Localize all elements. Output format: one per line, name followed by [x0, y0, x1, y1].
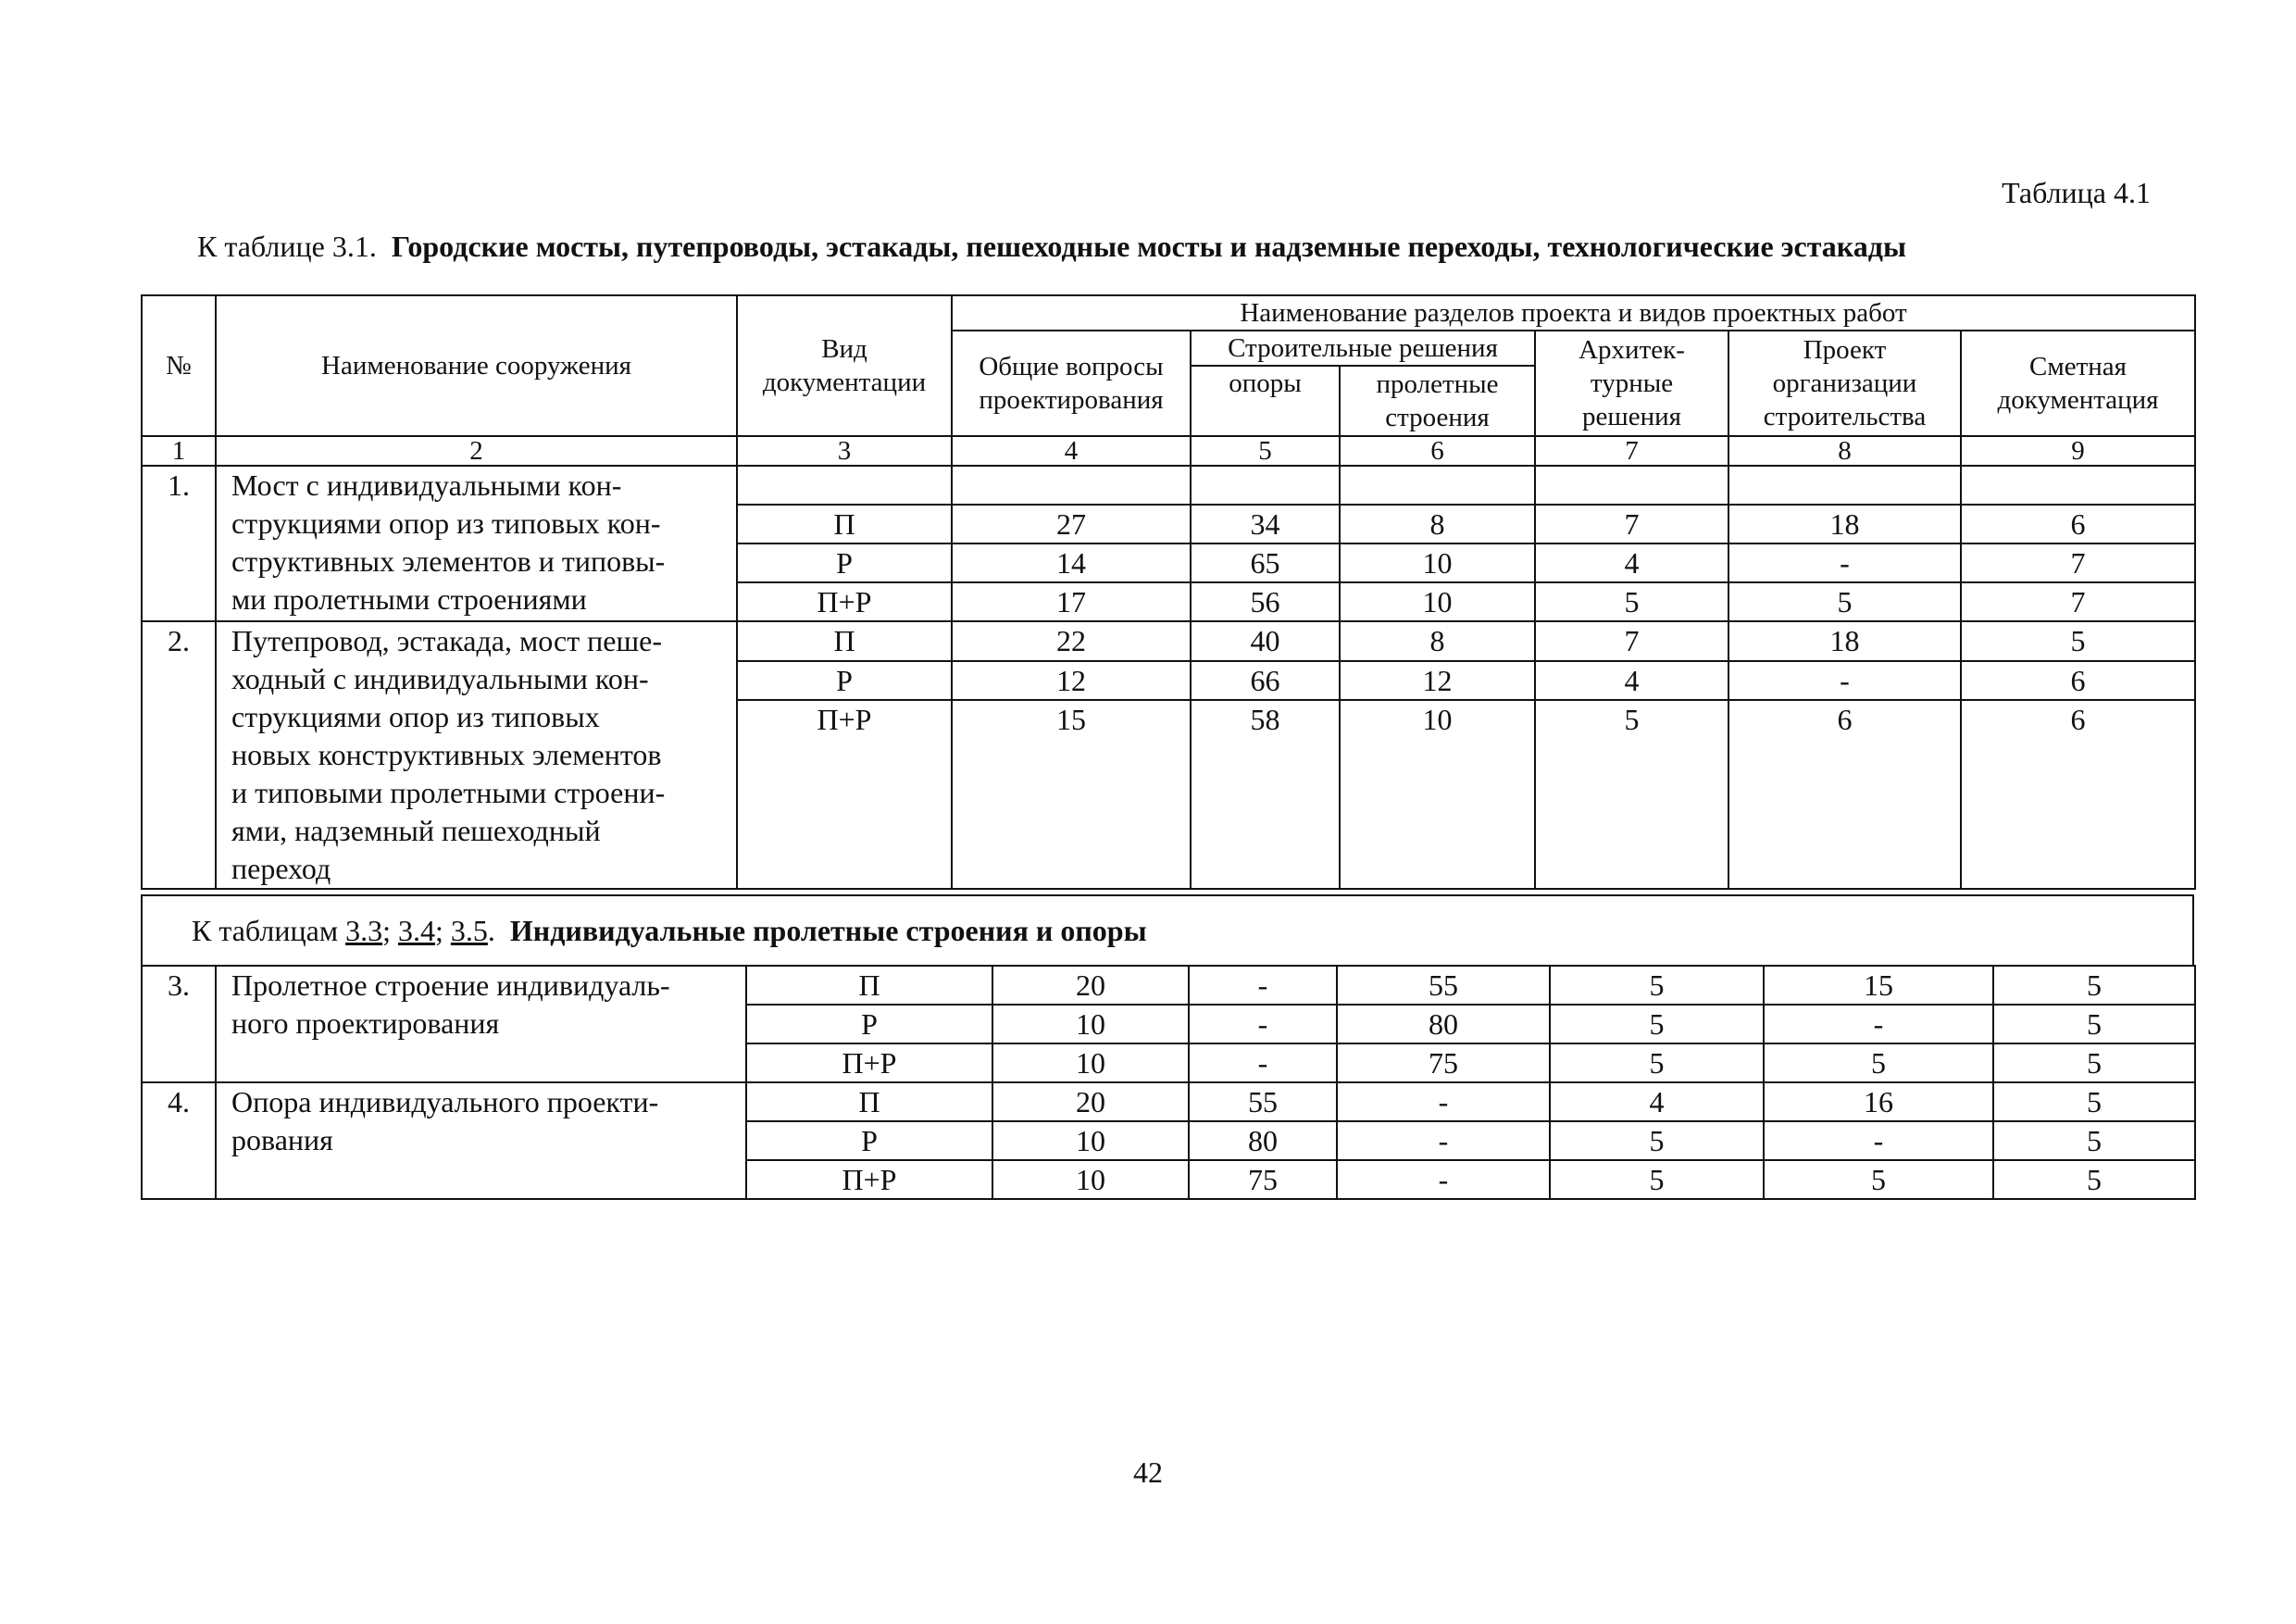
value-cell: 5	[1550, 966, 1764, 1005]
value-cell: 5	[1993, 1160, 2195, 1199]
empty-cell	[1191, 466, 1340, 505]
value-cell: 17	[952, 582, 1191, 621]
value-cell: 56	[1191, 582, 1340, 621]
value-cell: 10	[992, 1005, 1189, 1043]
doc-type-cell: П+Р	[746, 1043, 992, 1082]
value-cell: 4	[1535, 661, 1728, 701]
value-cell: 10	[992, 1121, 1189, 1160]
empty-cell	[1340, 466, 1535, 505]
table-caption	[197, 230, 1906, 264]
value-cell: 10	[992, 1160, 1189, 1199]
item-name	[216, 466, 737, 621]
value-cell: 5	[1993, 1043, 2195, 1082]
value-cell: 80	[1337, 1005, 1550, 1043]
column-number-row	[142, 436, 2195, 466]
column-number: 4	[952, 436, 1191, 466]
value-cell: 10	[1340, 700, 1535, 889]
value-cell: 75	[1189, 1160, 1337, 1199]
header-spans: пролетные строения	[1340, 366, 1535, 436]
value-cell: -	[1728, 661, 1961, 701]
ref-link-3-4[interactable]: 3.4	[397, 913, 435, 947]
separator: ;	[382, 913, 391, 947]
item-name-line: струкциями опор из типовых кон-	[231, 506, 661, 540]
header-general: Общие вопросы проектирования	[952, 331, 1191, 436]
separator: .	[487, 913, 495, 947]
item-name-line: ми пролетными строениями	[231, 582, 587, 616]
item-name-line: ями, надземный пешеходный	[231, 814, 601, 847]
value-cell: 66	[1191, 661, 1340, 701]
value-cell: -	[1764, 1005, 1993, 1043]
item-name	[216, 966, 746, 1082]
item-name-line: ходный с индивидуальными кон-	[231, 662, 649, 695]
subtable-caption	[141, 894, 2194, 965]
value-cell: 5	[1550, 1121, 1764, 1160]
item-name-line: Пролетное строение индивидуаль-	[231, 968, 670, 1002]
doc-type-cell: Р	[746, 1005, 992, 1043]
value-cell: 10	[992, 1043, 1189, 1082]
empty-cell	[1728, 466, 1961, 505]
value-cell: 22	[952, 621, 1191, 661]
value-cell: 5	[1993, 1082, 2195, 1121]
value-cell: 80	[1189, 1121, 1337, 1160]
column-number: 3	[737, 436, 952, 466]
value-cell: 65	[1191, 543, 1340, 582]
table-row	[142, 966, 2195, 1005]
value-cell: 20	[992, 1082, 1189, 1121]
doc-type-cell: П	[746, 966, 992, 1005]
doc-type-cell: П	[737, 505, 952, 543]
doc-type-cell: П+Р	[746, 1160, 992, 1199]
value-cell: -	[1189, 1005, 1337, 1043]
value-cell: 4	[1535, 543, 1728, 582]
item-number: 4.	[142, 1082, 216, 1199]
value-cell: 34	[1191, 505, 1340, 543]
column-number: 5	[1191, 436, 1340, 466]
column-number: 2	[216, 436, 737, 466]
value-cell: 18	[1728, 505, 1961, 543]
subcaption-title: Индивидуальные пролетные строения и опоры	[509, 913, 1147, 947]
main-table	[141, 294, 2196, 890]
item-name-line: струкциями опор из типовых	[231, 700, 600, 733]
value-cell: 7	[1535, 621, 1728, 661]
doc-type-cell: Р	[737, 661, 952, 701]
value-cell: -	[1337, 1082, 1550, 1121]
column-number: 9	[1961, 436, 2195, 466]
page-number: 42	[1133, 1455, 1163, 1489]
item-name-line: Мост с индивидуальными кон-	[231, 468, 622, 502]
separator: ;	[434, 913, 443, 947]
value-cell: 10	[1340, 543, 1535, 582]
value-cell: 5	[1961, 621, 2195, 661]
item-name-line: Путепровод, эстакада, мост пеше-	[231, 624, 662, 657]
value-cell: 5	[1728, 582, 1961, 621]
value-cell: 5	[1550, 1005, 1764, 1043]
value-cell: 6	[1961, 661, 2195, 701]
header-no: №	[142, 295, 216, 436]
value-cell: 6	[1961, 700, 2195, 889]
header-supports: опоры	[1191, 366, 1340, 436]
caption-prefix: К таблице 3.1.	[197, 230, 377, 263]
value-cell: 6	[1961, 505, 2195, 543]
caption-title: Городские мосты, путепроводы, эстакады, пешеходные мосты и надземные переходы, технологические эстакады	[391, 230, 1906, 263]
item-name	[216, 621, 737, 889]
value-cell: 27	[952, 505, 1191, 543]
column-number: 8	[1728, 436, 1961, 466]
secondary-table	[141, 965, 2196, 1200]
value-cell: 55	[1337, 966, 1550, 1005]
table-row	[142, 466, 2195, 505]
column-number: 7	[1535, 436, 1728, 466]
ref-link-3-5[interactable]: 3.5	[450, 913, 488, 947]
value-cell: 5	[1993, 966, 2195, 1005]
value-cell: 5	[1993, 1005, 2195, 1043]
doc-type-cell: П+Р	[737, 700, 952, 889]
value-cell: 40	[1191, 621, 1340, 661]
value-cell: 5	[1535, 582, 1728, 621]
value-cell: -	[1189, 1043, 1337, 1082]
header-doc-type: Вид документации	[737, 295, 952, 436]
value-cell: 4	[1550, 1082, 1764, 1121]
value-cell: 5	[1550, 1160, 1764, 1199]
subcaption-prefix: К таблицам	[192, 913, 339, 947]
header-name: Наименование сооружения	[216, 295, 737, 436]
header-sections: Наименование разделов проекта и видов проектных работ	[952, 295, 2195, 331]
doc-type-cell: П	[746, 1082, 992, 1121]
item-name-line: Опора индивидуального проекти-	[231, 1085, 659, 1118]
header-estimate: Сметная документация	[1961, 331, 2195, 436]
value-cell: 15	[952, 700, 1191, 889]
value-cell: 5	[1764, 1043, 1993, 1082]
value-cell: -	[1728, 543, 1961, 582]
item-name	[216, 1082, 746, 1199]
value-cell: -	[1189, 966, 1337, 1005]
item-number: 2.	[142, 621, 216, 889]
value-cell: 10	[1340, 582, 1535, 621]
doc-type-cell: Р	[737, 543, 952, 582]
value-cell: 14	[952, 543, 1191, 582]
item-number: 3.	[142, 966, 216, 1082]
value-cell: 12	[1340, 661, 1535, 701]
table-row	[142, 621, 2195, 661]
empty-cell	[952, 466, 1191, 505]
header-architectural: Архитек-турные решения	[1535, 331, 1728, 436]
item-name-line: переход	[231, 852, 331, 885]
value-cell: 15	[1764, 966, 1993, 1005]
empty-cell	[737, 466, 952, 505]
value-cell: 7	[1535, 505, 1728, 543]
value-cell: 8	[1340, 505, 1535, 543]
value-cell: 12	[952, 661, 1191, 701]
value-cell: 5	[1550, 1043, 1764, 1082]
column-number: 6	[1340, 436, 1535, 466]
value-cell: -	[1337, 1121, 1550, 1160]
value-cell: 20	[992, 966, 1189, 1005]
value-cell: 58	[1191, 700, 1340, 889]
empty-cell	[1961, 466, 2195, 505]
value-cell: 7	[1961, 543, 2195, 582]
doc-type-cell: Р	[746, 1121, 992, 1160]
value-cell: 16	[1764, 1082, 1993, 1121]
column-number: 1	[142, 436, 216, 466]
value-cell: -	[1337, 1160, 1550, 1199]
item-name-line: структивных элементов и типовы-	[231, 544, 666, 578]
doc-type-cell: П+Р	[737, 582, 952, 621]
value-cell: 5	[1993, 1121, 2195, 1160]
value-cell: -	[1764, 1121, 1993, 1160]
item-name-line: ного проектирования	[231, 1006, 500, 1040]
item-name-line: рования	[231, 1123, 333, 1156]
value-cell: 7	[1961, 582, 2195, 621]
doc-type-cell: П	[737, 621, 952, 661]
item-number: 1.	[142, 466, 216, 621]
table-label: Таблица 4.1	[2002, 176, 2151, 209]
value-cell: 5	[1764, 1160, 1993, 1199]
table-row	[142, 1082, 2195, 1121]
header-org-project: Проект организации строительства	[1728, 331, 1961, 436]
value-cell: 18	[1728, 621, 1961, 661]
item-name-line: и типовыми пролетными строени-	[231, 776, 666, 809]
value-cell: 75	[1337, 1043, 1550, 1082]
value-cell: 8	[1340, 621, 1535, 661]
header-construction: Строительные решения	[1191, 331, 1535, 366]
ref-link-3-3[interactable]: 3.3	[345, 913, 383, 947]
empty-cell	[1535, 466, 1728, 505]
value-cell: 5	[1535, 700, 1728, 889]
item-name-line: новых конструктивных элементов	[231, 738, 662, 771]
value-cell: 55	[1189, 1082, 1337, 1121]
value-cell: 6	[1728, 700, 1961, 889]
